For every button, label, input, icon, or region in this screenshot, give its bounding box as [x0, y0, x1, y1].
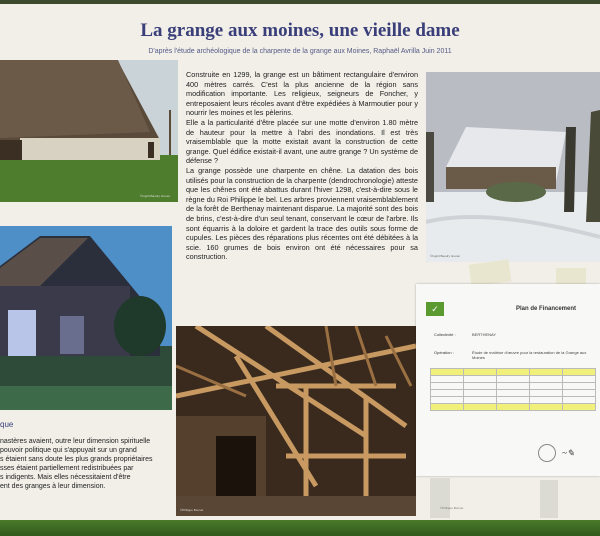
weather-stain [430, 478, 450, 518]
photo-credit: ©Ingrid Baudry Grenet [140, 194, 171, 198]
table-row [431, 404, 596, 411]
left-section-heading: que [0, 420, 14, 429]
table-row [431, 390, 596, 397]
operation-label: Opération : [434, 350, 454, 355]
tape-strip [556, 268, 586, 284]
panel-subtitle: D'après l'étude archéologique de la charpente de la grange aux Moines, Raphaël Avrilla Juin 2011 [148, 48, 452, 55]
collectivite-value: BERTHENAY [472, 332, 497, 337]
photo-barn-dusk [0, 226, 172, 410]
table-row [431, 376, 596, 383]
photo-credit: ©Philippe Bonnet [440, 506, 464, 510]
photo-credit: ©Ingrid Baudry Grenet [430, 254, 461, 258]
collectivite-label: Collectivité : [434, 332, 456, 337]
photo-credit: ©Philippe Bonnet [180, 508, 204, 512]
text-line: s indigents. Mais elles nécessitaient d'être [0, 474, 131, 481]
photo-roof-framework [176, 326, 416, 516]
paragraph: Elle a la particularité d'être placée sur une motte d'environ 1.80 mètre de hauteur pour la mettre à l'abri des inondations. Il est très vraisemblable que la motte existait avant la construction de cette grange. Quel édifice existait-il avant, une autre grange ? Un système de défense ? [186, 117, 419, 166]
grass-foreground [0, 520, 600, 536]
official-stamp [538, 444, 556, 462]
table-row [431, 383, 596, 390]
left-section-text [0, 437, 170, 491]
photo-barn-exterior [0, 60, 178, 202]
article-text [186, 70, 418, 262]
logo-icon: ✓ [426, 302, 444, 316]
operation-value: Étude de maîtrise d'œuvre pour la restauration de la Grange aux Moines [472, 350, 587, 360]
paragraph: Construite en 1299, la grange est un bâtiment rectangulaire d'environ 400 mètres carrés. C'est la plus ancienne de la région sans modification importante. Les religieux, seigneurs de Foncher, y entreposaient leurs récoles avant d'être expédiées à Marmoutier pour y nourrir les moines et les pèlerins. [186, 70, 418, 118]
weather-stain [540, 480, 558, 518]
paragraph: La grange possède une charpente en chêne. La datation des bois utilisés pour la construction de la charpente (dendrochronologie) atteste que les chênes ont été abattus durant l'hiver 1298, c'est-à-dire sous le règne du Roi Philippe le bel. Les arbres proviennent vraisemblablement de la forêt de Berthenay maintenant disparue. La majorité sont des bois de brins, c'est-à-dire d'un seul tenant, conservant le cœur de l'arbre. Ils sont équarris à la doloire et gardent la trace des outils sous forme de cupules. Les pièces des réparations plus récentes ont été débitées à la scie. 160 grumes de bois environ ont été nécessaires pour sa construction. [186, 165, 418, 262]
text-line: s étaient sans doute les plus grands propriétaires [0, 456, 153, 463]
signature: ~✎ [562, 448, 575, 458]
table-row [431, 369, 596, 376]
sheet-header: Plan de Financement [516, 306, 577, 312]
photo-barn-snow [426, 72, 600, 262]
table-row [431, 397, 596, 404]
text-line: ent des granges à leur dimension. [0, 483, 106, 490]
panel-title: La grange aux moines, une vieille dame [140, 20, 460, 41]
financing-plan-sheet [416, 284, 600, 476]
financing-table [430, 368, 596, 411]
text-line: sses étaient partiellement redistribuées par [0, 465, 134, 472]
text-line: nastères avaient, outre leur dimension spirituelle [0, 438, 151, 445]
text-line: pouvoir politique qui s'appuyait sur un grand [0, 447, 137, 454]
